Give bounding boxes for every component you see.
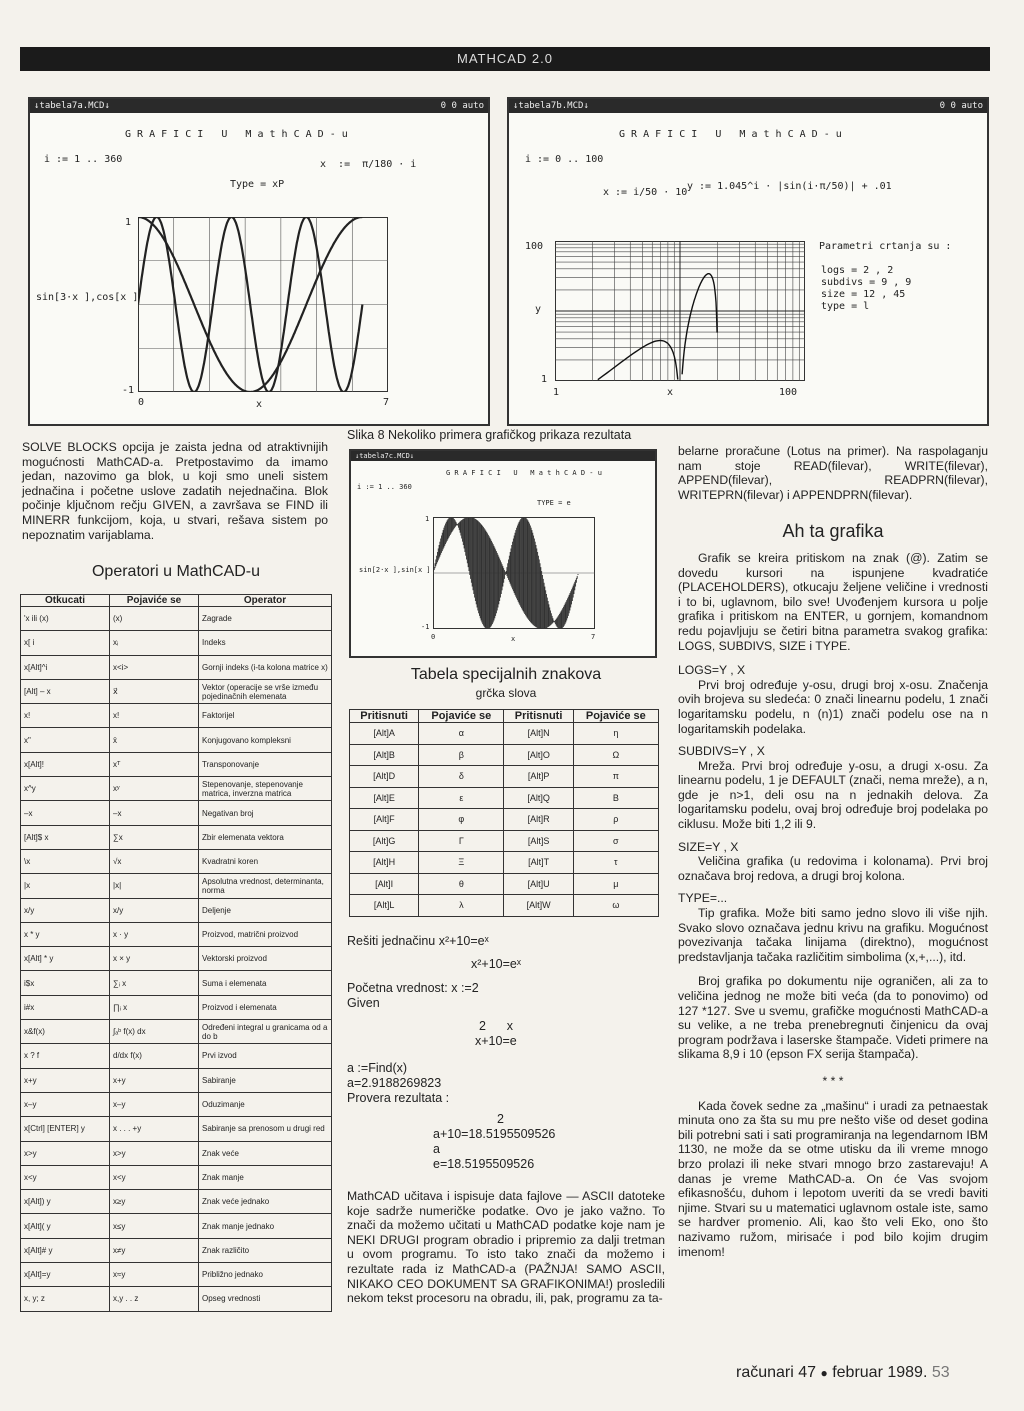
greek-cell: β (419, 744, 504, 766)
greek-row (350, 809, 659, 831)
greek-cell: Γ (419, 830, 504, 852)
greek-cell: [Alt]I (350, 873, 419, 895)
plot3-x-right: 7 (591, 633, 596, 641)
operator-cell: x&f(x) (21, 1020, 110, 1044)
plot2-param-2: size = 12 , 45 (821, 289, 906, 300)
operator-cell: Vektorski proizvod (199, 947, 332, 971)
plot2-y-def: y := 1.045^i · |sin(i·π/50)| + .01 (687, 181, 892, 192)
op-col-header-2: Operator (199, 595, 332, 607)
solve-line-6: a :=Find(x) (347, 1061, 408, 1075)
operator-cell: Konjugovano kompleksni (199, 728, 332, 752)
operator-cell: x[Alt] * y (21, 947, 110, 971)
greek-col-header-2: Pritisnuti (504, 710, 573, 723)
greek-cell: [Alt]N (504, 723, 573, 745)
operator-row (21, 1020, 332, 1044)
solve-line-1: Rešiti jednačinu x²+10=eˣ (347, 934, 489, 948)
operator-cell: x̄ (110, 728, 199, 752)
solve-line-9a: 2 (497, 1112, 504, 1126)
greek-col-header-3: Pojaviće se (573, 710, 658, 723)
size-paragraph: Veličina grafika (u redovima i kolonama). Prvi broj označava broj redova, a drugi broj kolona. (678, 854, 988, 883)
operator-row (21, 801, 332, 825)
plot3-range: i := 1 .. 360 (357, 483, 412, 491)
operator-cell: xᵀ (110, 752, 199, 776)
operator-cell: –x (110, 801, 199, 825)
plot2-ylabel: y (535, 304, 542, 315)
operator-row (21, 825, 332, 849)
operator-cell: Sabiranje (199, 1068, 332, 1092)
subdivs-heading: SUBDIVS=Y , X (678, 744, 765, 759)
plot2-x-left: 1 (553, 387, 560, 398)
greek-cell: [Alt]T (504, 852, 573, 874)
solve-line-9b: a+10=18.5195509526 (433, 1127, 556, 1141)
operator-cell: x[Alt]^i (21, 655, 110, 679)
solve-line-10b: e=18.5195509526 (433, 1157, 535, 1171)
greek-cell: [Alt]U (504, 873, 573, 895)
operators-title: Operatori u MathCAD-u (91, 563, 261, 580)
operator-row (21, 607, 332, 631)
operator-row (21, 728, 332, 752)
operator-cell: x/y (21, 898, 110, 922)
greek-cell: ε (419, 787, 504, 809)
plot1-y-bot: -1 (122, 385, 135, 396)
operator-row (21, 752, 332, 776)
plot1-x-right: 7 (383, 397, 390, 408)
right-paragraph-2: Grafik se kreira pritiskom na znak (@). Zatim se dovedu kursori na ispunjene kvadratiće (PLACEHOLDERS), otkucaju željene veličine i vrednosti i to bi, uglavnom, bilo sve! Uvođenjem kursora u polje grafika i pritiskom na ENTER, u gornjem, komandnom redu pojavljuju se četiri bitna parametra svakog grafika: LOGS, SUBDIVS, SIZE i TYPE. (678, 550, 988, 653)
greek-row (350, 895, 659, 917)
right-paragraph-4: Kada čovek sedne za „mašinu“ i uradi za petnaestak minuta ono za šta su mu pre nešto više od deset godina bili potrebni sati i sati programiranja na legendarnom IBM 1130, ne može da se otme utisku da ili vreme mnogo brzo prolazi ili neke stvari mnogo brzo zastarevaju! A danas je vreme MathCAD-a. On će Vas svojom efikasnošću, duhom i lepotom uveriti da se vredi baviti njime. Stvari su u matematici uglavnom ostale iste, samo se hardver promenio. Ali, kao što veli Eko, ono što nazivamo ružom, mirisaće i pod bilo kojim drugim imenom! (678, 1098, 988, 1259)
operator-cell: x[Alt]! (21, 752, 110, 776)
footer (736, 1364, 950, 1382)
operator-cell: ∫ₐᵇ f(x) dx (110, 1020, 199, 1044)
operator-row (21, 655, 332, 679)
operator-cell: x[ i (21, 631, 110, 655)
operator-cell: x . . . +y (110, 1117, 199, 1141)
greek-col-header-1: Pojaviće se (419, 710, 504, 723)
greek-cell: Ω (573, 744, 658, 766)
operator-row (21, 1287, 332, 1311)
operator-cell: Zbir elemenata vektora (199, 825, 332, 849)
operator-cell: x<y (110, 1165, 199, 1189)
operator-cell: x⃗ (110, 679, 199, 703)
operator-cell: Transponovanje (199, 752, 332, 776)
operator-row (21, 874, 332, 898)
greek-cell: Ξ (419, 852, 504, 874)
greek-cell: α (419, 723, 504, 745)
right-paragraph-1: belarne proračune (Lotus na primer). Na raspolaganju nam stoje READ(filevar), WRITE(filevar), APPEND(filevar), READPRN(filevar), WRITEPRN(filevar) i APPENDPRN(filevar). (678, 444, 988, 502)
operator-cell: x · y (110, 922, 199, 946)
operator-cell: Suma i elemenata (199, 971, 332, 995)
greek-cell: σ (573, 830, 658, 852)
operator-row (21, 922, 332, 946)
operator-cell: Znak veće jednako (199, 1190, 332, 1214)
plot3-x-mid: x (511, 635, 516, 643)
plot3-heading: G R A F I C I U M a t h C A D - u (446, 469, 602, 477)
operator-row (21, 849, 332, 873)
greek-cell: [Alt]A (350, 723, 419, 745)
operator-cell: x × y (110, 947, 199, 971)
plot3-x-left: 0 (431, 633, 436, 641)
solve-line-5b: x+10=e (475, 1034, 517, 1048)
operator-cell: x! (21, 704, 110, 728)
logs-heading: LOGS=Y , X (678, 663, 746, 678)
operator-cell: x≥y (110, 1190, 199, 1214)
greek-header-row (350, 710, 659, 723)
plot-window-3 (349, 449, 657, 658)
greek-cell: [Alt]E (350, 787, 419, 809)
plot2-param-3: type = l (821, 301, 870, 312)
operator-cell: Približno jednako (199, 1263, 332, 1287)
operator-cell: √x (110, 849, 199, 873)
solve-line-5a: 2 x (479, 1019, 514, 1033)
greek-row (350, 744, 659, 766)
solve-block (347, 934, 665, 1172)
operator-cell: Znak manje jednako (199, 1214, 332, 1238)
operator-cell: xʸ (110, 777, 199, 801)
operator-cell: Faktorijel (199, 704, 332, 728)
operator-cell: x/y (110, 898, 199, 922)
operator-cell: ∑x (110, 825, 199, 849)
operator-row (21, 1165, 332, 1189)
right-paragraph-3: Broj grafika po dokumentu nije ograničen, ali za to veličina jednog ne može biti veća (da to ponovimo) od 127 *127. Sve u svemu, grafičke mogućnosti MathCAD-a su velike, a ne treba prenebregnuti činjenicu da ovaj program podržava i laserske štampače. Videti primere na slikama 8,9 i 10 (epson FX serija štampača). (678, 974, 988, 1062)
greek-cell: φ (419, 809, 504, 831)
footer-page: 53 (931, 1364, 950, 1381)
plot2-range: i := 0 .. 100 (525, 154, 604, 165)
op-col-header-0: Otkucati (21, 595, 110, 607)
greek-cell: [Alt]Q (504, 787, 573, 809)
operator-cell: x<i> (110, 655, 199, 679)
operator-cell: Gornji indeks (i-ta kolona matrice x) (199, 655, 332, 679)
greek-cell: τ (573, 852, 658, 874)
plot2-x-def: x := i/50 · 10 (603, 187, 688, 198)
greek-cell: [Alt]P (504, 766, 573, 788)
plot2-canvas (555, 241, 805, 381)
operator-cell: 'x ili (x) (21, 607, 110, 631)
plot2-params-title: Parametri crtanja su : (819, 241, 952, 252)
solve-line-8: Provera rezultata : (347, 1091, 450, 1105)
greek-cell: [Alt]O (504, 744, 573, 766)
greek-cell: ρ (573, 809, 658, 831)
operator-cell: Vektor (operacije se vrše između pojedinačnih elemenata (199, 679, 332, 703)
plot3-y-top: 1 (425, 515, 430, 523)
operator-cell: Znak različito (199, 1238, 332, 1262)
section-heading-grafika: Ah ta grafika (782, 521, 884, 542)
footer-magazine: računari 47 (736, 1364, 817, 1381)
greek-cell: ω (573, 895, 658, 917)
operator-cell: Sabiranje sa prenosom u drugi red (199, 1117, 332, 1141)
operator-cell: Deljenje (199, 898, 332, 922)
operator-row (21, 971, 332, 995)
logs-paragraph: Prvi broj određuje y-osu, drugi broj x-osu. Značenja ovih brojeva su sledeća: 0 znači linearnu podelu, 1 znači logaritamsku podelu, n (n)1) znači podelu ose na n logaritamskih podelaka. (678, 677, 988, 736)
plot2-param-1: subdivs = 9 , 9 (821, 277, 912, 288)
greek-cell: λ (419, 895, 504, 917)
operator-row (21, 679, 332, 703)
operator-cell: Stepenovanje, stepenovanje matrica, inverzna matrica (199, 777, 332, 801)
plot1-type: Type = xP (230, 179, 285, 190)
operator-cell: x<y (21, 1165, 110, 1189)
operator-cell: ∏ᵢ x (110, 995, 199, 1019)
footer-date: februar 1989. (832, 1364, 928, 1381)
operator-cell: Znak manje (199, 1165, 332, 1189)
operator-cell: Prvi izvod (199, 1044, 332, 1068)
intro-paragraph: SOLVE BLOCKS opcija je zaista jedna od atraktivnijih mogućnosti MathCAD-a. Pretpostavimo da imamo jedan, nazovimo ga blok, u koji smo uneli sistem jednačina i početne uslove zadatih nejednačina. Blok počinje ključnom rečju GIVEN, a završava se FIND ili MINERR funkcijom, koja, u stvari, rešava sistem po nepoznatim varijablama. (22, 440, 328, 542)
plot1-range: i := 1 .. 360 (44, 154, 123, 165)
operator-cell: x[Alt]=y (21, 1263, 110, 1287)
plot2-title-bar: ↓tabela7b.MCD↓ 0 0 auto (509, 99, 987, 113)
greek-cell: δ (419, 766, 504, 788)
operator-cell: Određeni integral u granicama od a do b (199, 1020, 332, 1044)
operator-cell: x^y (21, 777, 110, 801)
plot2-param-0: logs = 2 , 2 (821, 265, 894, 276)
greek-cell: [Alt]B (350, 744, 419, 766)
operator-cell: x * y (21, 922, 110, 946)
operator-cell: x+y (21, 1068, 110, 1092)
operator-cell: \x (21, 849, 110, 873)
operator-row (21, 631, 332, 655)
operator-cell: Kvadratni koren (199, 849, 332, 873)
plot2-y-bot: 1 (541, 374, 548, 385)
operators-header-row (21, 595, 332, 607)
greek-table (349, 709, 659, 917)
greek-cell: [Alt]H (350, 852, 419, 874)
header-bar: MATHCAD 2.0 (20, 47, 990, 71)
plot2-heading: G R A F I C I U M a t h C A D - u (619, 129, 842, 140)
solve-line-3: Početna vrednost: x :=2 (347, 981, 479, 995)
section-stars: * * * (822, 1073, 844, 1088)
operator-cell: x>y (110, 1141, 199, 1165)
footer-bullet: ● (820, 1366, 828, 1380)
operator-row (21, 947, 332, 971)
operator-cell: |x| (110, 874, 199, 898)
middle-paragraph: MathCAD učitava i ispisuje data fajlove — ASCII datoteke koje sadrže numeričke podatke. Ovo je jako važno. To znači da možemo učitati u MathCAD podatke koje nam je NEKI DRUGI program obradio i pripremio za dalji tretman u ovom programu. To isto tako znači da možemo i rezultate rada iz MathCAD-a (PAŽNJA! SAMO ASCII, NIKAKO CEO DOKUMENT SA GRAFIKONIMA!) prosledili nekom tekst procesoru na obradu, ili, pak, programu za ta- (347, 1189, 665, 1306)
operator-row (21, 1068, 332, 1092)
greek-cell: [Alt]L (350, 895, 419, 917)
operator-cell: x–y (21, 1092, 110, 1116)
plot3-ylabel: sin[2·x ],sin[x ] (359, 566, 431, 574)
greek-cell: [Alt]W (504, 895, 573, 917)
operator-cell: x[Ctrl] [ENTER] y (21, 1117, 110, 1141)
operator-cell: x[Alt]( y (21, 1214, 110, 1238)
greek-title: Tabela specijalnih znakova (410, 666, 602, 683)
operator-row (21, 1117, 332, 1141)
greek-cell: [Alt]D (350, 766, 419, 788)
greek-col-header-0: Pritisnuti (350, 710, 419, 723)
operator-row (21, 1238, 332, 1262)
greek-row (350, 873, 659, 895)
operator-cell: x[Alt]# y (21, 1238, 110, 1262)
operator-cell: x≈y (110, 1263, 199, 1287)
greek-row (350, 852, 659, 874)
operator-cell: i#x (21, 995, 110, 1019)
type-paragraph: Tip grafika. Može biti samo jedno slovo ili više njih. Svako slovo označava jednu krivu na grafiku. Mogućnost povezivanja tačaka linijama (direktno), mogućnost predstavljanja tačaka različitim simbolima (x,+,...), itd. (678, 906, 988, 964)
plot3-type: TYPE = e (537, 499, 571, 507)
plot1-heading: G R A F I C I U M a t h C A D - u (125, 129, 348, 140)
operator-cell: x≠y (110, 1238, 199, 1262)
operator-row (21, 777, 332, 801)
greek-row (350, 723, 659, 745)
operator-cell: x, y; z (21, 1287, 110, 1311)
operator-cell: [Alt]$ x (21, 825, 110, 849)
greek-cell: π (573, 766, 658, 788)
operator-row (21, 995, 332, 1019)
operator-cell: x" (21, 728, 110, 752)
plot1-canvas (138, 217, 388, 392)
operator-cell: d/dx f(x) (110, 1044, 199, 1068)
operator-cell: –x (21, 801, 110, 825)
operator-cell: Zagrade (199, 607, 332, 631)
plot1-y-top: 1 (125, 217, 132, 228)
operator-row (21, 898, 332, 922)
plot2-x-mid: x (667, 387, 674, 398)
solve-line-2: x²+10=eˣ (471, 957, 521, 971)
operator-cell: x≤y (110, 1214, 199, 1238)
plot3-title-bar: ↓tabela7c.MCD↓ (351, 451, 655, 461)
operator-row (21, 704, 332, 728)
greek-subtitle: grčka slova (475, 686, 537, 700)
greek-cell: Β (573, 787, 658, 809)
greek-cell: μ (573, 873, 658, 895)
greek-row (350, 766, 659, 788)
operator-row (21, 1190, 332, 1214)
greek-cell: [Alt]G (350, 830, 419, 852)
operators-table (20, 594, 332, 1312)
figure-caption: Slika 8 Nekoliko primera grafičkog prikaza rezultata (347, 428, 632, 442)
operator-cell: Indeks (199, 631, 332, 655)
greek-cell: [Alt]F (350, 809, 419, 831)
operator-cell: Proizvod, matrični proizvod (199, 922, 332, 946)
operator-cell: x! (110, 704, 199, 728)
operator-cell: |x (21, 874, 110, 898)
operator-cell: Negativan broj (199, 801, 332, 825)
subdivs-paragraph: Mreža. Prvi broj određuje y-osu, a drugi x-osu. Za linearnu podelu, 1 je DEFAULT (znači, nema mreže), a n, gde je n>1, deli osu na n jednakih delova. Za logaritamsku podelu, ovaj broj određuje broj podelaka po ciklusu. Može biti 1,2 ili 9. (678, 758, 988, 832)
plot1-x-def: x := π/180 · i (320, 159, 417, 170)
greek-row (350, 830, 659, 852)
greek-cell: [Alt]R (504, 809, 573, 831)
plot2-x-right: 100 (779, 387, 798, 398)
size-heading: SIZE=Y , X (678, 839, 739, 854)
operator-row (21, 1214, 332, 1238)
plot-window-1 (28, 97, 490, 426)
operator-row (21, 1263, 332, 1287)
plot1-x-mid: x (256, 399, 263, 410)
plot-window-2 (507, 97, 989, 426)
solve-line-10a: a (433, 1142, 440, 1156)
operator-cell: Proizvod i elemenata (199, 995, 332, 1019)
solve-line-7: a=2.9188269823 (347, 1076, 442, 1090)
plot1-x-left: 0 (138, 397, 145, 408)
plot1-title-bar: ↓tabela7a.MCD↓ 0 0 auto (30, 99, 488, 113)
plot3-y-bot: -1 (421, 623, 430, 631)
operator-cell: Znak veće (199, 1141, 332, 1165)
operator-cell: xᵢ (110, 631, 199, 655)
greek-cell: [Alt]S (504, 830, 573, 852)
greek-cell: η (573, 723, 658, 745)
operator-cell: x–y (110, 1092, 199, 1116)
operator-cell: Apsolutna vrednost, determinanta, norma (199, 874, 332, 898)
operator-cell: x>y (21, 1141, 110, 1165)
operator-cell: Opseg vrednosti (199, 1287, 332, 1311)
operator-cell: x ? f (21, 1044, 110, 1068)
operator-cell: [Alt] – x (21, 679, 110, 703)
operator-cell: (x) (110, 607, 199, 631)
operator-cell: x[Alt]) y (21, 1190, 110, 1214)
plot2-y-top: 100 (525, 241, 544, 252)
plot3-canvas (433, 517, 595, 629)
op-col-header-1: Pojaviće se (110, 595, 199, 607)
operator-cell: ∑ᵢ x (110, 971, 199, 995)
operator-row (21, 1044, 332, 1068)
operator-row (21, 1141, 332, 1165)
greek-cell: θ (419, 873, 504, 895)
greek-row (350, 787, 659, 809)
operator-row (21, 1092, 332, 1116)
right-column (678, 444, 988, 1265)
plot1-ylabel: sin[3·x ],cos[x ] (36, 292, 139, 303)
operator-cell: Oduzimanje (199, 1092, 332, 1116)
operator-cell: i$x (21, 971, 110, 995)
solve-line-4: Given (347, 996, 380, 1010)
type-heading: TYPE=... (678, 891, 728, 906)
operator-cell: x,y . . z (110, 1287, 199, 1311)
operator-cell: x+y (110, 1068, 199, 1092)
